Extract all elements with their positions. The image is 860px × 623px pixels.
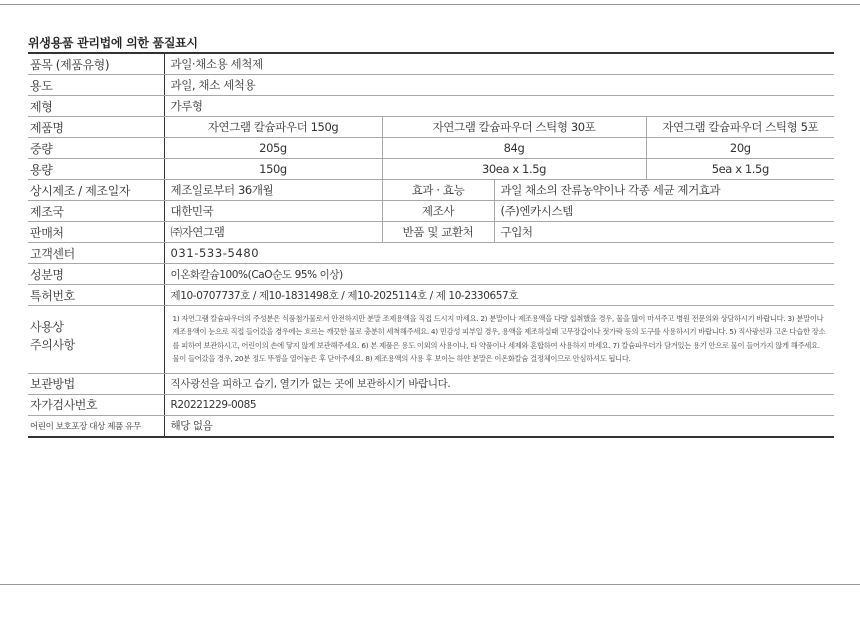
weight-3: 20g [646,138,834,159]
row-use [28,75,834,96]
date-value: 제조일로부터 36개월 [164,180,382,201]
form-label: 제형 [28,96,164,117]
country-label: 제조국 [28,201,164,222]
seller-value: ㈜자연그램 [164,222,382,243]
use-value: 과일, 채소 세척용 [164,75,834,96]
weight-2: 84g [382,138,646,159]
child-label: 어린이 보호포장 대상 제품 유무 [28,415,164,437]
selfcheck-value: R20221229-0085 [164,394,834,415]
storage-label: 보관방법 [28,373,164,394]
product-name-3: 자연그램 칼슘파우더 스틱형 5포 [646,117,834,138]
row-date [28,180,834,201]
row-item [28,53,834,75]
ingredient-label: 성분명 [28,264,164,285]
row-product [28,117,834,138]
usage-label-line1: 사용상 [30,320,64,334]
row-storage [28,373,834,394]
form-value: 가루형 [164,96,834,117]
row-patent [28,285,834,306]
row-ingredient [28,264,834,285]
weight-label: 중량 [28,138,164,159]
date-label: 상시제조 / 제조일자 [28,180,164,201]
volume-label: 용량 [28,159,164,180]
row-cs [28,243,834,264]
quality-label-table [28,52,834,438]
patent-label: 특허번호 [28,285,164,306]
row-child [28,415,834,437]
volume-1: 150g [164,159,382,180]
row-country [28,201,834,222]
return-value: 구입처 [494,222,834,243]
usage-caution-text: 1) 자연그램 칼슘파우더의 주성분은 식품첨가물로서 안전하지만 분말 조제용액을 직접 드시지 마세요. 2) 분말이나 제조용액을 다량 섭취했을 경우, 물을 많이 마셔주고 병원 전문의와 상담하시기 바랍니다. 3) 분말이나 제조용액이 눈으로 직접 들어갔을 경우에는 흐르는 깨끗한 물로 충분히 세척해주세요. 4) 민감성 피부일 경우, 용액을 제조하실때 고무장갑이나 젓가락 등의 도구를 사용하시기 바랍니다. 5) 직사광선과 고온 다습한 장소를 피하여 보관하시고, 어린이의 손에 닿지 않게 보관해주세요. 6) 본 제품은 용도 이외의 사용이나, 타 약품이나 세제와 혼합하여 사용하지 마세요. 7) 칼슘파우더가 담겨있는 용기 안으로 물이 들어가지 않게 해주세요. 물이 들어갔을 경우, 20분 정도 뚜껑을 열어놓은 후 닫아주세요. 8) 제조용액의 사용 후 보이는 하얀 분말은 이온화칼슘 결정체이므로 안심하셔도 됩니다. [164,306,834,374]
use-label: 용도 [28,75,164,96]
cs-phone: 031-533-5480 [164,243,834,264]
country-value: 대한민국 [164,201,382,222]
patent-value: 제10-0707737호 / 제10-1831498호 / 제10-2025114호 / 제 10-2330657호 [164,285,834,306]
usage-label [28,306,164,374]
page-title: 위생용품 관리법에 의한 품질표시 [28,36,198,50]
ingredient-value: 이온화칼슘100%(CaO순도 95% 이상) [164,264,834,285]
selfcheck-label: 자가검사번호 [28,394,164,415]
item-value: 과일·채소용 세척제 [164,53,834,75]
storage-value: 직사광선을 피하고 습기, 열기가 없는 곳에 보관하시기 바랍니다. [164,373,834,394]
row-seller [28,222,834,243]
maker-label: 제조사 [382,201,494,222]
volume-2: 30ea x 1.5g [382,159,646,180]
maker-value: (주)엔카시스템 [494,201,834,222]
row-volume [28,159,834,180]
effect-label: 효과 · 효능 [382,180,494,201]
volume-3: 5ea x 1.5g [646,159,834,180]
row-usage [28,306,834,374]
seller-label: 판매처 [28,222,164,243]
usage-label-line2: 주의사항 [30,338,75,352]
product-name-2: 자연그램 칼슘파우더 스틱형 30포 [382,117,646,138]
product-name-1: 자연그램 칼슘파우더 150g [164,117,382,138]
cs-label: 고객센터 [28,243,164,264]
bottom-divider [0,584,860,585]
weight-1: 205g [164,138,382,159]
top-divider [0,4,860,5]
child-value: 해당 없음 [164,415,834,437]
item-label: 품목 (제품유형) [28,53,164,75]
row-selfcheck [28,394,834,415]
row-weight [28,138,834,159]
return-label: 반품 및 교환처 [382,222,494,243]
effect-value: 과일 채소의 잔류농약이나 각종 세균 제거효과 [494,180,834,201]
product-label: 제품명 [28,117,164,138]
row-form [28,96,834,117]
